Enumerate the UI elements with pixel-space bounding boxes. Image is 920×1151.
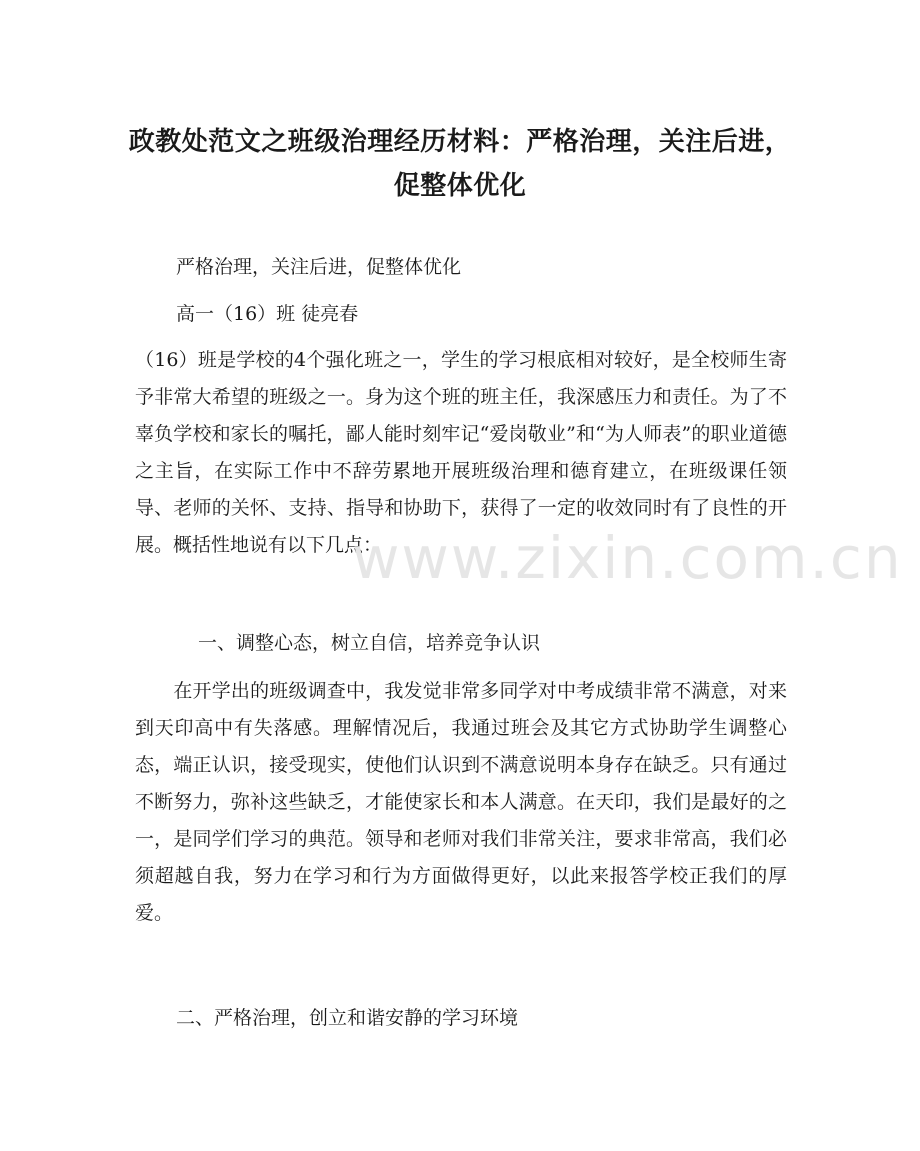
watermark: www.zixin.com.cn [352, 524, 903, 592]
document-title: 政教处范文之班级治理经历材料：严格治理，关注后进，促整体优化 [128, 127, 792, 201]
intro-paragraph: （16）班是学校的4个强化班之一，学生的学习根底相对较好，是全校师生寄予非常大希望的班级之一。身为这个班的班主任，我深感压力和责任。为了不辜负学校和家长的嘱托，鄙人能时刻牢记“爱岗敬业”和“为人师表”的职业道德之主旨，在实际工作中不辞劳累地开展班级治理和德育建立，在班级课任领导、老师的关怀、支持、指导和协助下，获得了一定的收效同时有了良性的开展。概括性地说有以下几点： [135, 349, 787, 556]
section-1-paragraph: 在开学出的班级调查中，我发觉非常多同学对中考成绩非常不满意，对来到天印高中有失落感。理解情况后，我通过班会及其它方式协助学生调整心态，端正认识，接受现实，使他们认识到不满意说明本身存在缺乏。只有通过不断努力，弥补这些缺乏，才能使家长和本人满意。在天印，我们是最好的之一，是同学们学习的典范。领导和老师对我们非常关注，要求非常高，我们必须超越自我，努力在学习和行为方面做得更好，以此来报答学校正我们的厚爱。 [135, 680, 787, 924]
section-1-heading: 一、调整心态，树立自信，培养竞争认识 [198, 632, 541, 654]
section-2-heading: 二、严格治理，创立和谐安静的学习环境 [176, 1007, 519, 1029]
document-subtitle: 严格治理，关注后进，促整体优化 [176, 256, 462, 278]
author-line: 高一（16）班 徒亮春 [176, 303, 359, 325]
